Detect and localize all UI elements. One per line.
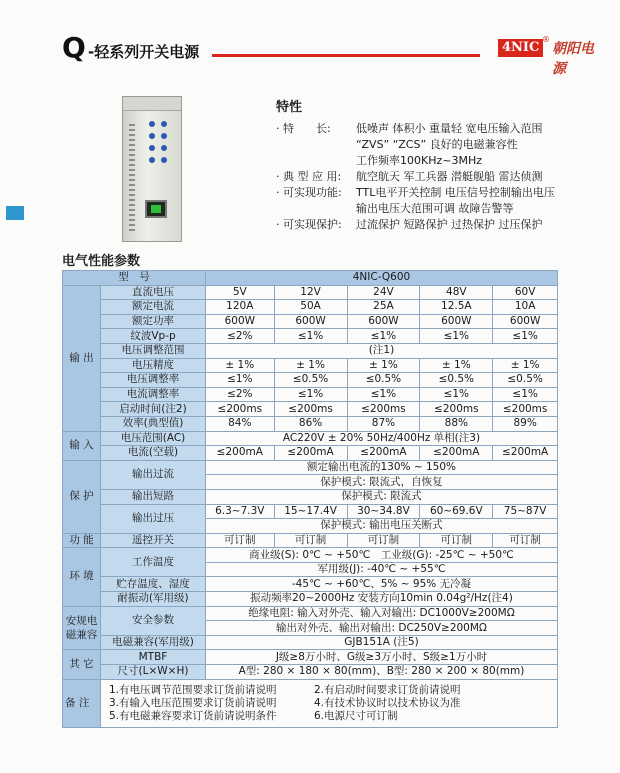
feature-text: 工作频率100KHz~3MHz <box>356 154 483 167</box>
brand-name: 朝阳电源 <box>552 41 594 77</box>
row-label: 电流(空载) <box>101 446 206 461</box>
cell: 84% <box>205 416 274 431</box>
cell: 24V <box>347 285 420 300</box>
cell: 50A <box>274 300 347 315</box>
product-knob <box>161 145 167 151</box>
product-knob <box>149 157 155 163</box>
table-row <box>63 548 558 563</box>
cell: ≤200ms <box>274 402 347 417</box>
table-row <box>63 504 558 519</box>
cell: 军用级(J): -40℃ ~ +55℃ <box>205 562 557 577</box>
cell: ≤200mA <box>205 446 274 461</box>
cell: 可订制 <box>274 533 347 548</box>
cell: ≤0.5% <box>347 373 420 388</box>
table-row <box>63 285 558 300</box>
group-env: 环 境 <box>63 548 101 606</box>
feature-label: · 特 长: <box>276 122 331 135</box>
cell: 保护模式: 限流式 <box>205 489 557 504</box>
cell: ≤1% <box>420 387 493 402</box>
row-label: MTBF <box>101 650 206 665</box>
cell: 25A <box>347 300 420 315</box>
table-row <box>63 592 558 607</box>
feature-text: 输出电压大范围可调 故障告警等 <box>356 202 514 215</box>
cell: 额定输出电流的130% ~ 150% <box>205 460 557 475</box>
product-knob <box>149 121 155 127</box>
model-label: 型 号 <box>63 271 206 286</box>
section-title: 电气性能参数 <box>62 254 141 269</box>
cell: 保护模式: 输出电压关断式 <box>205 519 557 534</box>
cell: ≤1% <box>493 387 558 402</box>
features-block <box>276 96 606 233</box>
table-row <box>63 460 558 475</box>
row-label: 尺寸(L×W×H) <box>101 665 206 680</box>
cell: 商业级(S): 0℃ ~ +50℃ 工业级(G): -25℃ ~ +50℃ <box>205 548 557 563</box>
feature-label: · 典 型 应 用: <box>276 170 342 183</box>
cell: ≤200ms <box>493 402 558 417</box>
cell: 振动频率20~2000Hz 安装方向10min 0.04g²/Hz(注4) <box>205 592 557 607</box>
cell: ± 1% <box>274 358 347 373</box>
cell: 30~34.8V <box>347 504 420 519</box>
cell: ± 1% <box>347 358 420 373</box>
note-row <box>109 684 549 697</box>
product-image <box>122 96 182 242</box>
cell: 60~69.6V <box>420 504 493 519</box>
note: 6.电源尺寸可订制 <box>314 709 398 722</box>
table-row <box>63 635 558 650</box>
product-power-switch <box>151 205 161 213</box>
product-knob <box>161 121 167 127</box>
cell: A型: 280 × 180 × 80(mm)、B型: 280 × 200 × 80(mm) <box>205 665 557 680</box>
table-row <box>63 665 558 680</box>
row-label: 输出短路 <box>101 489 206 504</box>
cell: 75~87V <box>493 504 558 519</box>
feature-line <box>276 201 606 217</box>
feature-line <box>276 185 606 201</box>
table-row <box>63 271 558 286</box>
cell: ± 1% <box>493 358 558 373</box>
product-vent <box>129 121 135 231</box>
registered-mark: ® <box>542 35 550 44</box>
feature-line <box>276 217 606 233</box>
table-row <box>63 679 558 727</box>
cell: ≤0.5% <box>420 373 493 388</box>
row-label: 电压范围(AC) <box>101 431 206 446</box>
cell: 600W <box>347 314 420 329</box>
group-other: 其 它 <box>63 650 101 679</box>
cell: 绝缘电阻: 输入对外壳、输入对输出: DC1000V≥200MΩ <box>205 606 557 621</box>
feature-label: · 可实现保护: <box>276 218 342 231</box>
table-row <box>63 650 558 665</box>
row-label: 额定电流 <box>101 300 206 315</box>
cell: ± 1% <box>420 358 493 373</box>
cell: 89% <box>493 416 558 431</box>
row-label: 贮存温度、湿度 <box>101 577 206 592</box>
row-label: 启动时间(注2) <box>101 402 206 417</box>
cell: 120A <box>205 300 274 315</box>
row-label: 效率(典型值) <box>101 416 206 431</box>
group-protect: 保 护 <box>63 460 101 533</box>
cell: ≤2% <box>205 329 274 344</box>
group-safety: 安规电磁兼容 <box>63 606 101 650</box>
cell: J级≥8万小时、G级≥3万小时、S级≥1万小时 <box>205 650 557 665</box>
row-label: 额定功率 <box>101 314 206 329</box>
side-marker <box>6 206 24 220</box>
group-function: 功 能 <box>63 533 101 548</box>
header-rule <box>212 54 480 57</box>
cell: 60V <box>493 285 558 300</box>
cell: ≤0.5% <box>274 373 347 388</box>
group-input: 输 入 <box>63 431 101 460</box>
row-label: 安全参数 <box>101 606 206 635</box>
cell: 87% <box>347 416 420 431</box>
cell: 保护模式: 限流式，自恢复 <box>205 475 557 490</box>
cell: AC220V ± 20% 50Hz/400Hz 单相(注3) <box>205 431 557 446</box>
table-row <box>63 431 558 446</box>
cell: ≤1% <box>274 329 347 344</box>
spec-table <box>62 270 558 728</box>
cell: 可订制 <box>493 533 558 548</box>
table-row <box>63 358 558 373</box>
row-label: 工作温度 <box>101 548 206 577</box>
note-row <box>109 710 549 723</box>
product-knob <box>149 145 155 151</box>
cell: 600W <box>205 314 274 329</box>
cell: ≤0.5% <box>493 373 558 388</box>
product-top-panel <box>123 97 181 111</box>
feature-line <box>276 153 606 169</box>
row-label: 电磁兼容(军用级) <box>101 635 206 650</box>
feature-text: 航空航天 军工兵器 潜艇舰船 雷达侦测 <box>356 170 543 183</box>
feature-text: TTL电平开关控制 电压信号控制输出电压 <box>356 186 555 199</box>
cell: 12.5A <box>420 300 493 315</box>
row-label: 电压调整范围 <box>101 343 206 358</box>
cell: 10A <box>493 300 558 315</box>
cell: (注1) <box>205 343 557 358</box>
page-header <box>62 31 602 77</box>
cell: ± 1% <box>205 358 274 373</box>
row-label: 输出过流 <box>101 460 206 489</box>
cell: 600W <box>274 314 347 329</box>
cell: ≤1% <box>420 329 493 344</box>
feature-line <box>276 169 606 185</box>
table-row <box>63 387 558 402</box>
series-letter: Q <box>62 31 86 64</box>
row-label: 输出过压 <box>101 504 206 533</box>
row-label: 电压调整率 <box>101 373 206 388</box>
table-row <box>63 402 558 417</box>
cell: ≤200mA <box>493 446 558 461</box>
cell: ≤1% <box>205 373 274 388</box>
model-value: 4NIC-Q600 <box>205 271 557 286</box>
cell: 可订制 <box>205 533 274 548</box>
cell: ≤1% <box>493 329 558 344</box>
row-label: 纹波Vp-p <box>101 329 206 344</box>
feature-text: “ZVS” “ZCS” 良好的电磁兼容性 <box>356 138 518 151</box>
table-row <box>63 373 558 388</box>
cell: 12V <box>274 285 347 300</box>
table-row <box>63 446 558 461</box>
feature-line <box>276 137 606 153</box>
product-knob <box>161 157 167 163</box>
cell: 可订制 <box>420 533 493 548</box>
table-row <box>63 533 558 548</box>
product-knob <box>161 133 167 139</box>
page-title: -轻系列开关电源 <box>88 43 200 61</box>
cell: 600W <box>420 314 493 329</box>
note: 5.有电磁兼容要求订货前请说明条件 <box>109 709 277 722</box>
cell: ≤1% <box>347 387 420 402</box>
note: 1.有电压调节范围要求订货前请说明 <box>109 683 277 696</box>
group-output: 输 出 <box>63 285 101 431</box>
cell: ≤1% <box>347 329 420 344</box>
table-row <box>63 489 558 504</box>
row-label: 耐振动(军用级) <box>101 592 206 607</box>
note: 2.有启动时间要求订货前请说明 <box>314 683 461 696</box>
cell: -45℃ ~ +60℃、5% ~ 95% 无冷凝 <box>205 577 557 592</box>
row-label: 遥控开关 <box>101 533 206 548</box>
cell: ≤200mA <box>274 446 347 461</box>
row-label: 直流电压 <box>101 285 206 300</box>
cell: 48V <box>420 285 493 300</box>
cell: GJB151A (注5) <box>205 635 557 650</box>
cell: 可订制 <box>347 533 420 548</box>
feature-line <box>276 121 606 137</box>
cell: ≤200mA <box>420 446 493 461</box>
cell: 88% <box>420 416 493 431</box>
cell: 输出对外壳、输出对输出: DC250V≥200MΩ <box>205 621 557 636</box>
table-row <box>63 314 558 329</box>
row-label: 电压精度 <box>101 358 206 373</box>
cell: 15~17.4V <box>274 504 347 519</box>
cell: ≤2% <box>205 387 274 402</box>
cell: 86% <box>274 416 347 431</box>
table-row <box>63 577 558 592</box>
table-row <box>63 606 558 621</box>
cell: 5V <box>205 285 274 300</box>
table-row <box>63 416 558 431</box>
feature-text: 低噪声 体积小 重量轻 宽电压输入范围 <box>356 122 543 135</box>
notes-cell <box>101 679 558 727</box>
cell: 600W <box>493 314 558 329</box>
note-row <box>109 697 549 710</box>
row-label: 电流调整率 <box>101 387 206 402</box>
table-row <box>63 300 558 315</box>
cell: ≤200ms <box>420 402 493 417</box>
brand-logo: 4NIC <box>498 39 543 57</box>
note: 3.有输入电压范围要求订货前请说明 <box>109 696 277 709</box>
product-knob <box>149 133 155 139</box>
features-title: 特性 <box>276 100 303 115</box>
table-row <box>63 329 558 344</box>
group-notes: 备 注 <box>63 679 101 727</box>
cell: ≤200mA <box>347 446 420 461</box>
note: 4.有技术协议时以技术协议为准 <box>314 696 461 709</box>
cell: ≤200ms <box>347 402 420 417</box>
feature-label: · 可实现功能: <box>276 186 342 199</box>
feature-text: 过流保护 短路保护 过热保护 过压保护 <box>356 218 543 231</box>
cell: 6.3~7.3V <box>205 504 274 519</box>
cell: ≤1% <box>274 387 347 402</box>
cell: ≤200ms <box>205 402 274 417</box>
table-row <box>63 343 558 358</box>
